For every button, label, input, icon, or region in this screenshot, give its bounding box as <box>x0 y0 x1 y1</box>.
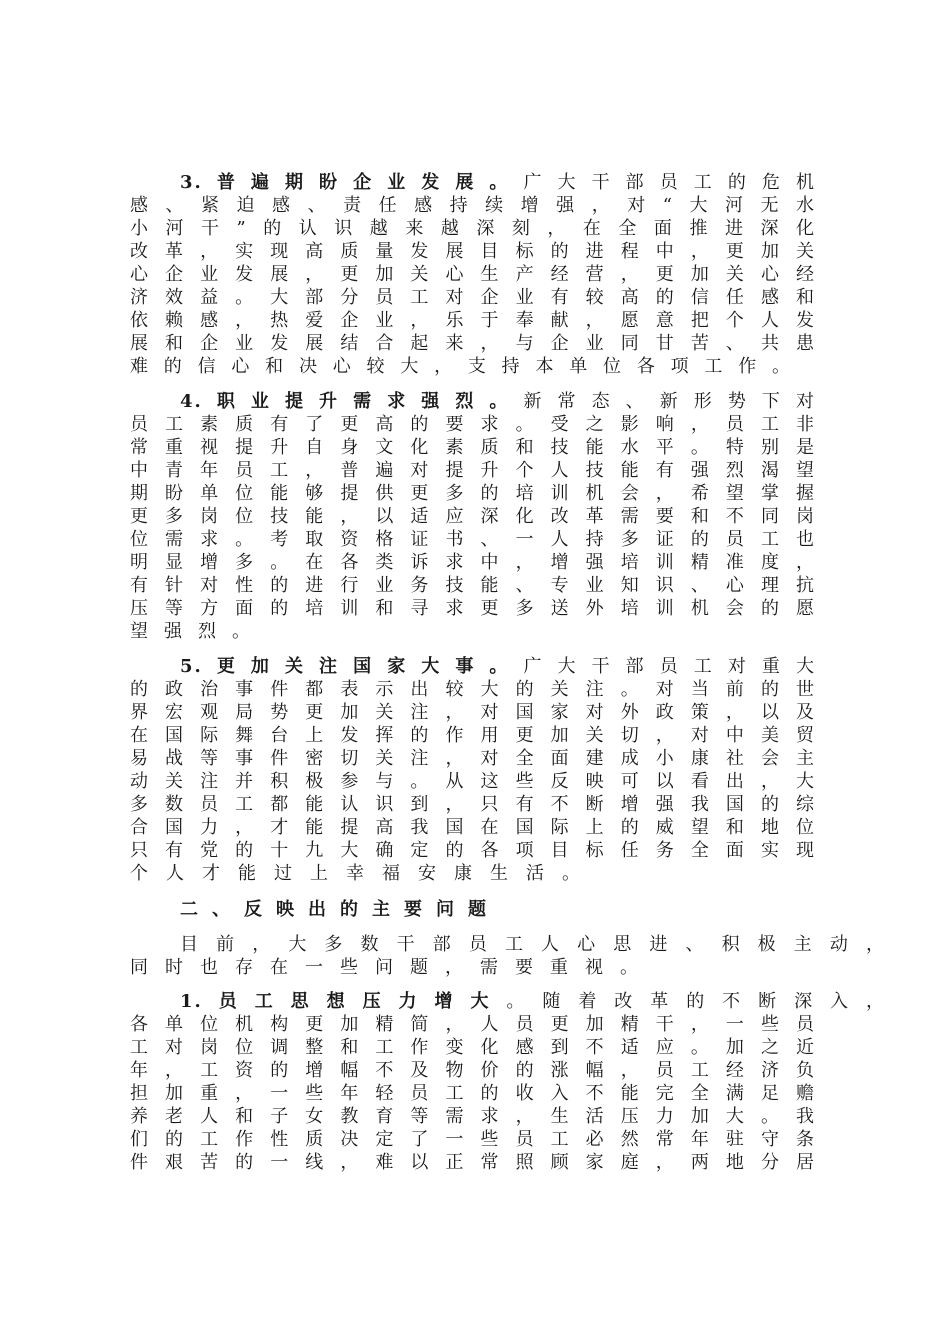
paragraph-line: 多数员工都能认识到，只有不断增强我国的综 <box>130 794 816 815</box>
paragraph-line: 目前，大多数干部员工人心思进、积极主动， <box>180 934 886 955</box>
paragraph-line: 有针对性的进行业务技能、专业知识、心理抗 <box>130 575 816 596</box>
paragraph-line: 员工素质有了更高的要求。受之影响，员工非 <box>130 414 816 435</box>
paragraph-lead: 1.员工思想压力增大 <box>180 991 507 1012</box>
paragraph-line: 们的工作性质决定了一些员工必然常年驻守条 <box>130 1129 816 1150</box>
paragraph-line: 各单位机构更加精简，人员更加精干，一些员 <box>130 1014 816 1035</box>
paragraph-line: 5.更加关注国家大事。广大干部员工对重大 <box>180 656 817 677</box>
paragraph-line: 位需求。考取资格证书、一人持多证的员工也 <box>130 529 816 550</box>
paragraph-lead: 3.普遍期盼企业发展。 <box>180 172 524 193</box>
paragraph-line: 界宏观局势更加关注，对国家对外政策，以及 <box>130 702 816 723</box>
paragraph-line: 个人才能过上幸福安康生活。 <box>130 863 598 884</box>
paragraph-line: 望强烈。 <box>130 621 266 642</box>
paragraph-line: 只有党的十九大确定的各项目标任务全面实现 <box>130 840 816 861</box>
paragraph-line: 在国际舞台上发挥的作用更加关切，对中美贸 <box>130 725 816 746</box>
intro-paragraph <box>130 933 886 979</box>
paragraph-line: 明显增多。在各类诉求中，增强培训精准度， <box>130 552 816 573</box>
paragraph-line: 压等方面的培训和寻求更多送外培训机会的愿 <box>130 598 816 619</box>
paragraph-line: 担加重，一些年轻员工的收入不能完全满足赡 <box>130 1083 816 1104</box>
paragraph-3 <box>130 171 816 378</box>
paragraph-line: 件艰苦的一线，难以正常照顾家庭，两地分居 <box>130 1152 816 1173</box>
paragraph-line: 动关注并积极参与。从这些反映可以看出，大 <box>130 771 816 792</box>
paragraph-line: 常重视提升自身文化素质和技能水平。特别是 <box>130 437 816 458</box>
paragraph-line: 1.员工思想压力增大。随着改革的不断深入， <box>180 991 887 1012</box>
paragraph-line: 期盼单位能够提供更多的培训机会，希望掌握 <box>130 483 816 504</box>
paragraph-line: 的政治事件都表示出较大的关注。对当前的世 <box>130 679 816 700</box>
paragraph-4 <box>130 390 816 643</box>
section-heading: 二、反映出的主要问题 <box>180 899 500 920</box>
paragraph-lead: 4.职业提升需求强烈。 <box>180 391 524 412</box>
paragraph-line: 改革，实现高质量发展目标的进程中，更加关 <box>130 241 816 262</box>
paragraph-line: 3.普遍期盼企业发展。广大干部员工的危机 <box>180 172 817 193</box>
paragraph-line: 展和企业发展结合起来，与企业同甘苦、共患 <box>130 333 816 354</box>
problem-1-paragraph <box>130 990 887 1174</box>
paragraph-5 <box>130 655 816 885</box>
paragraph-line: 同时也存在一些问题，需要重视。 <box>130 957 655 978</box>
paragraph-line: 工对岗位调整和工作变化感到不适应。加之近 <box>130 1037 816 1058</box>
paragraph-line: 易战等事件密切关注，对全面建成小康社会主 <box>130 748 816 769</box>
paragraph-line: 感、紧迫感、责任感持续增强，对“大河无水 <box>130 195 816 216</box>
paragraph-line: 心企业发展，更加关心生产经营，更加关心经 <box>130 264 816 285</box>
paragraph-line: 合国力，才能提高我国在国际上的威望和地位 <box>130 817 816 838</box>
paragraph-line: 难的信心和决心较大，支持本单位各项工作。 <box>130 356 792 377</box>
paragraph-line: 济效益。大部分员工对企业有较高的信任感和 <box>130 287 816 308</box>
paragraph-line: 中青年员工，普遍对提升个人技能有强烈渴望 <box>130 460 816 481</box>
paragraph-line: 小河干”的认识越来越深刻，在全面推进深化 <box>130 218 816 239</box>
paragraph-line: 依赖感，热爱企业，乐于奉献，愿意把个人发 <box>130 310 816 331</box>
paragraph-line: 4.职业提升需求强烈。新常态、新形势下对 <box>180 391 817 412</box>
paragraph-lead: 5.更加关注国家大事。 <box>180 656 524 677</box>
paragraph-line: 更多岗位技能，以适应深化改革需要和不同岗 <box>130 506 816 527</box>
paragraph-line: 养老人和子女教育等需求，生活压力加大。我 <box>130 1106 816 1127</box>
paragraph-line: 年，工资的增幅不及物价的涨幅，员工经济负 <box>130 1060 816 1081</box>
